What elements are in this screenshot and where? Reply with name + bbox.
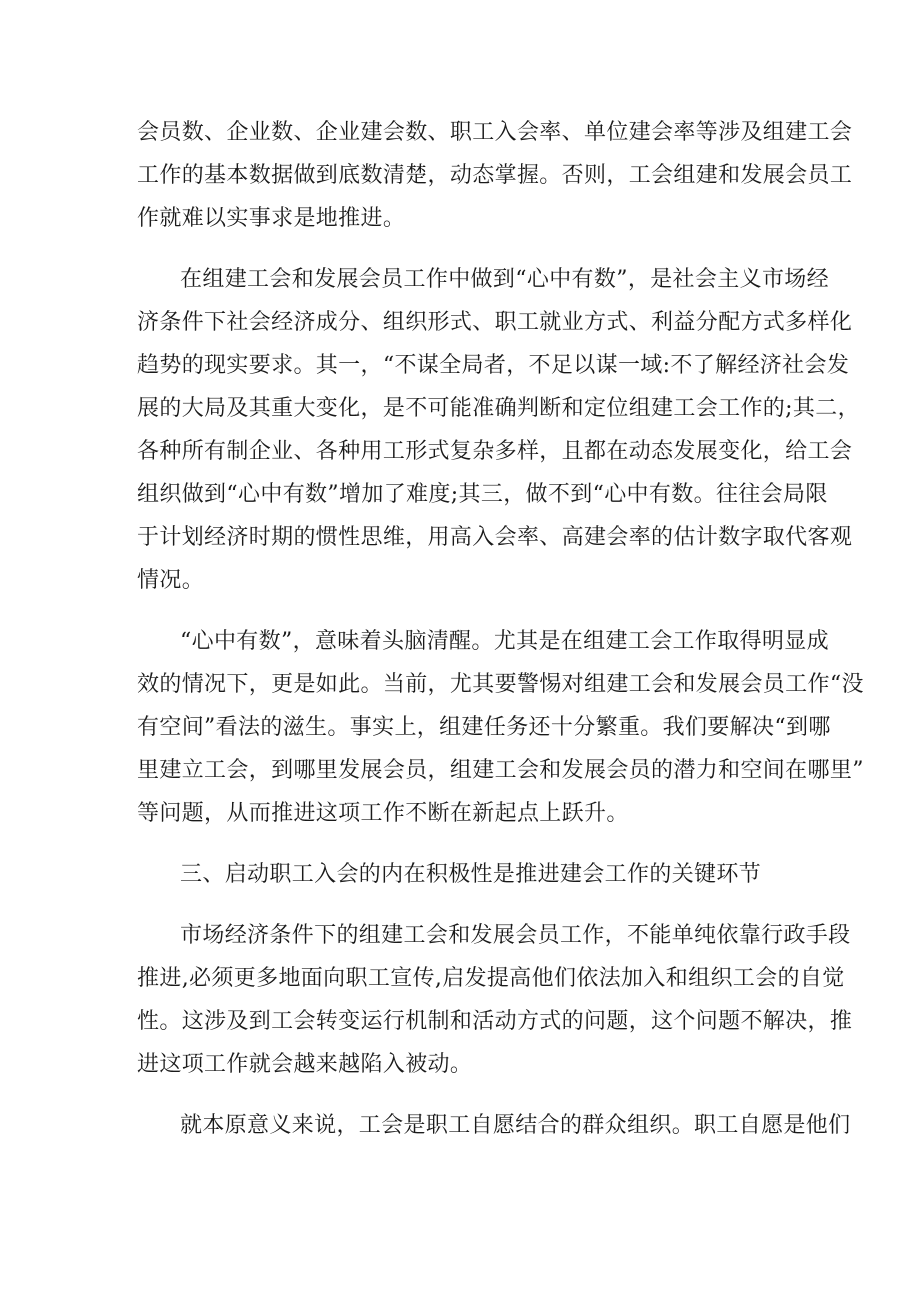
text-line: 就本原意义来说，工会是职工自愿结合的群众组织。职工自愿是他们 [180,1113,851,1138]
text-line: 情况。 [137,568,205,593]
text-line: 会员数、企业数、企业建会数、职工入会率、单位建会率等涉及组建工会 [137,120,853,145]
text-line: 推进,必须更多地面向职工宣传,启发提高他们依法加入和组织工会的自觉 [137,966,845,991]
text-line: 组织做到“心中有数”增加了难度;其三，做不到“心中有数。往往会局限 [137,482,828,507]
text-line: 进这项工作就会越来越陷入被动。 [137,1052,473,1077]
text-line: 各种所有制企业、各种用工形式复杂多样，且都在动态发展变化，给工会 [137,439,853,464]
section-heading: 三、启动职工入会的内在积极性是推进建会工作的关键环节 [180,862,762,887]
text-line: 作就难以实事求是地推进。 [137,206,406,231]
text-line: 在组建工会和发展会员工作中做到“心中有数”，是社会主义市场经 [180,267,829,292]
text-line: 工作的基本数据做到底数清楚，动态掌握。否则，工会组建和发展会员工 [137,163,853,188]
text-line: 趋势的现实要求。其一，“不谋全局者，不足以谋一域:不了解经济社会发 [137,353,850,378]
text-line: 等问题，从而推进这项工作不断在新起点上跃升。 [137,801,629,826]
text-line: 于计划经济时期的惯性思维，用高入会率、高建会率的估计数字取代客观 [137,525,853,550]
text-line: “心中有数”，意味着头脑清醒。尤其是在组建工会工作取得明显成 [180,629,829,654]
text-line: 市场经济条件下的组建工会和发展会员工作，不能单纯依靠行政手段 [180,923,851,948]
text-line: 展的大局及其重大变化，是不可能准确判断和定位组建工会工作的;其二， [137,396,860,421]
text-line: 有空间”看法的滋生。事实上，组建任务还十分繁重。我们要解决“到哪 [137,715,831,740]
text-line: 效的情况下，更是如此。当前，尤其要警惕对组建工会和发展会员工作“没 [137,672,864,697]
text-line: 济条件下社会经济成分、组织形式、职工就业方式、利益分配方式多样化 [137,310,853,335]
text-line: 里建立工会，到哪里发展会员，组建工会和发展会员的潜力和空间在哪里” [137,758,864,783]
text-line: 性。这涉及到工会转变运行机制和活动方式的问题，这个问题不解决，推 [137,1009,853,1034]
